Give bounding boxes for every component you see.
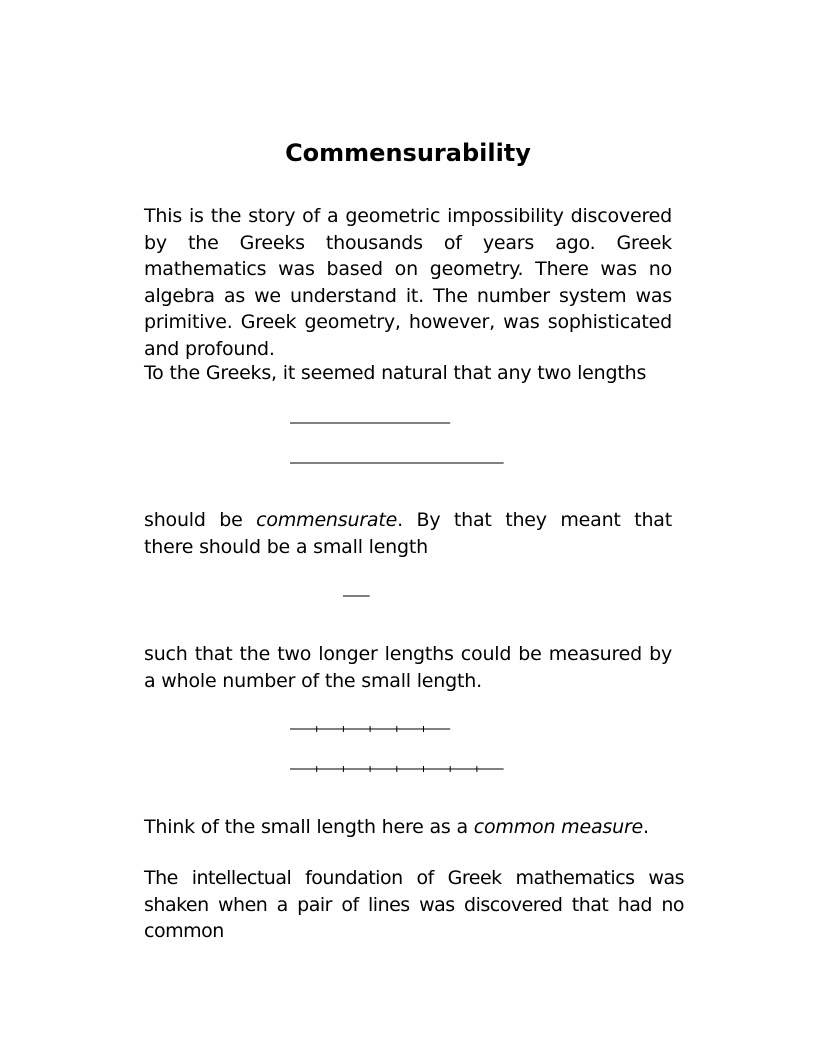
page-title: Commensurability	[285, 139, 531, 167]
term-commensurate: commensurate	[256, 509, 398, 531]
paragraph-intro: This is the story of a geometric impossibility discovered by the Greeks thousands of years ago. Greek mathematics was based on geometry. There was no algebra as we understand it. The number system was primitive. Greek geometry, however, was sophisticated and profound.	[144, 205, 672, 360]
paragraph-common-measure-text-2: .	[643, 816, 649, 838]
paragraph-commensurate	[144, 507, 672, 560]
paragraph-common-measure	[144, 814, 672, 841]
paragraph-commensurate-text-2: . By that they meant that there should be a small length	[144, 509, 672, 558]
paragraph-measured: such that the two longer lengths could be measured by a whole number of the small length.	[144, 643, 672, 692]
term-common-measure: common measure	[473, 816, 644, 838]
paragraph-two-lengths: To the Greeks, it seemed natural that any two lengths	[144, 362, 647, 384]
paragraph-commensurate-text-1: should be	[144, 509, 257, 531]
paragraph-foundation: The intellectual foundation of Greek mathematics was shaken when a pair of lines was discovered that had no common	[144, 867, 684, 942]
paragraph-common-measure-text-1: Think of the small length here as a	[144, 816, 474, 838]
